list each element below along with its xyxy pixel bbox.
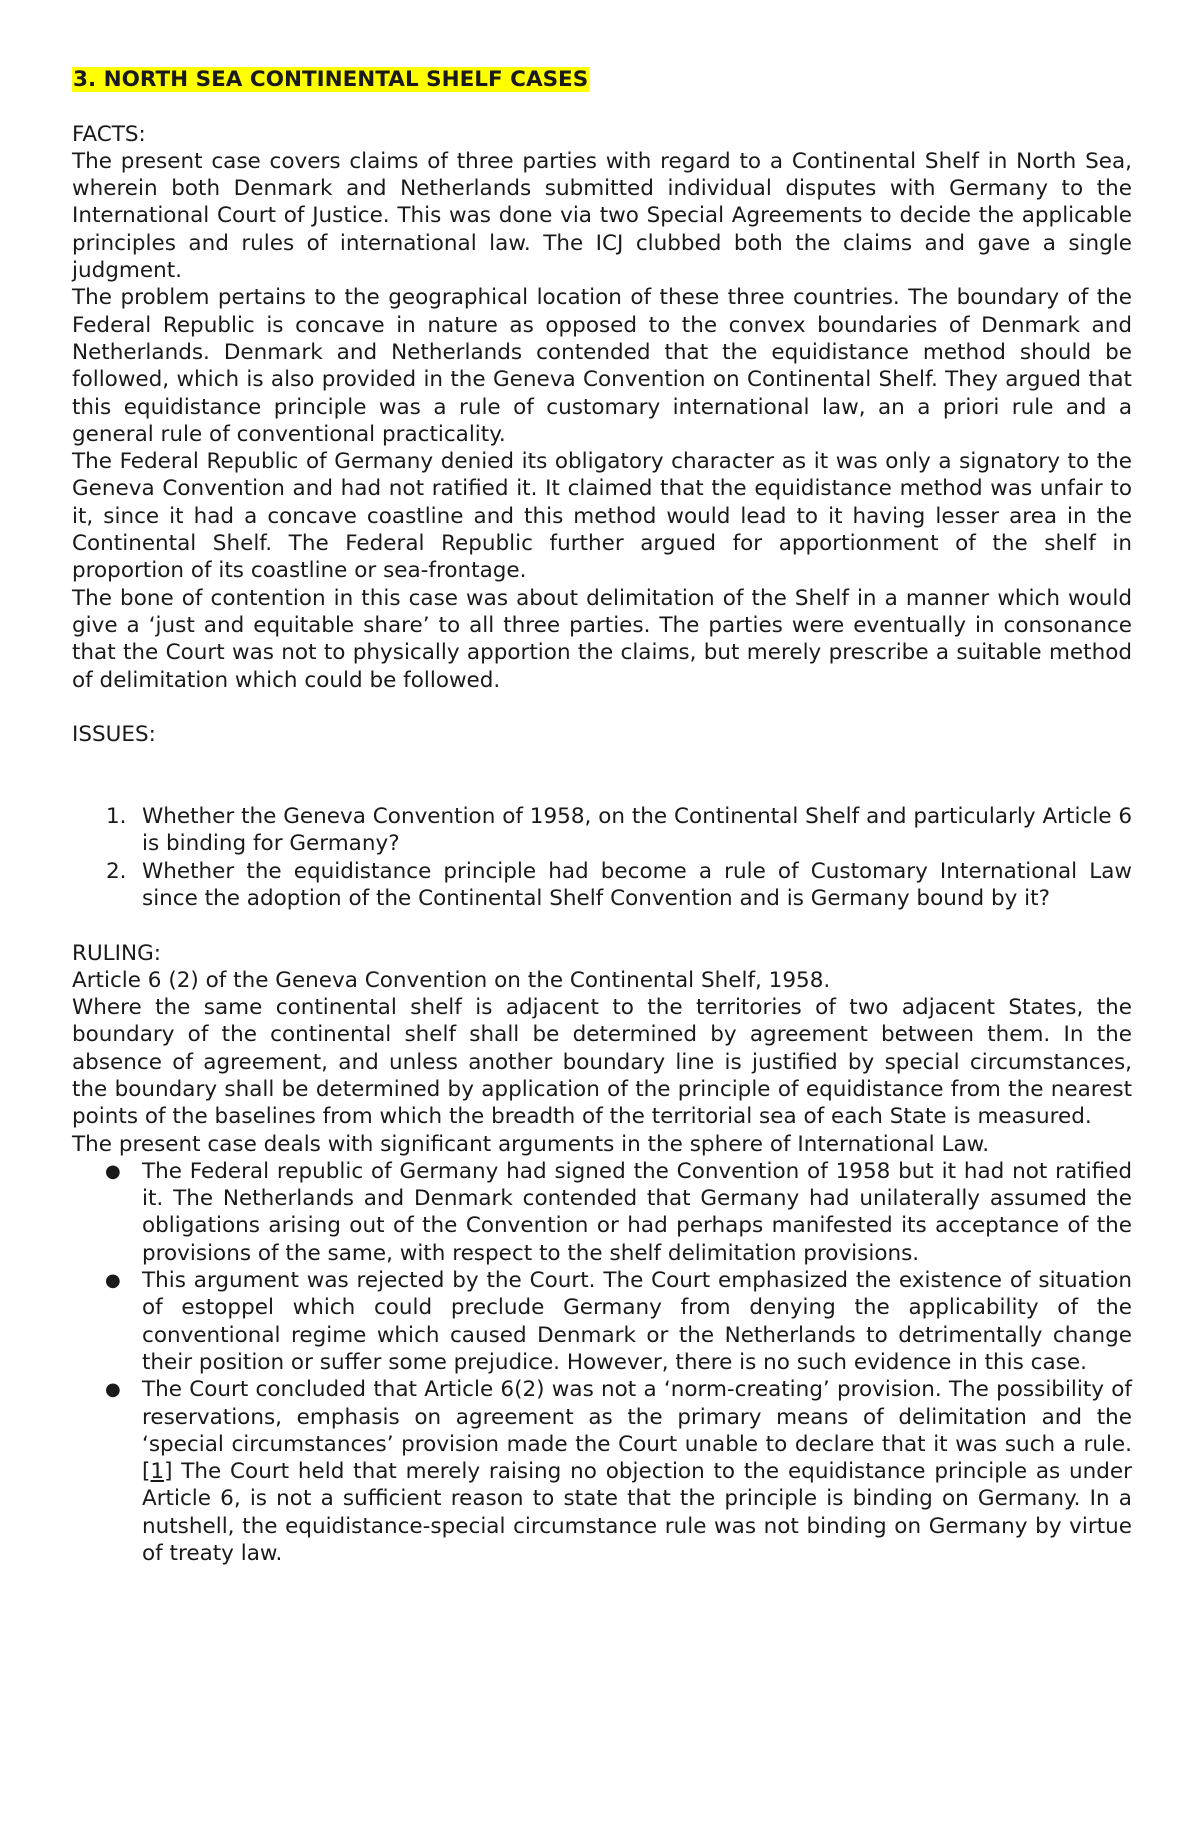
document-page [72,66,1132,1567]
spacer [72,93,1132,120]
facts-paragraph-3: The Federal Republic of Germany denied its obligatory character as it was only a signatory to the Geneva Convention and had not ratified it. It claimed that the equidistance method was unfair to it, since it had a concave coastline and this method would lead to it having lesser area in the Continental Shelf. The Federal Republic further argued for apportionment of the shelf in proportion of its coastline or sea-frontage. [72,449,1132,584]
ruling-point-text: The Federal republic of Germany had signed the Convention of 1958 but it had not ratified it. The Netherlands and Denmark contended that Germany had unilaterally assumed the obligations arising out of the Convention or had perhaps manifested its acceptance of the provisions of the same, with respect to the shelf delimitation provisions. [142,1158,1132,1266]
footnote-link[interactable]: [1] [142,1459,173,1485]
ruling-point-text: This argument was rejected by the Court. The Court emphasized the existence of situation of estoppel which could preclude Germany from denying the applicability of the conventional regime which caused Denmark or the Netherlands to detrimentally change their position or suffer some prejudice. However, there is no such evidence in this case. [142,1268,1132,1375]
issue-text: Whether the Geneva Convention of 1958, on the Continental Shelf and particularly Article 6 is binding for Germany? [142,804,1132,857]
spacer [72,912,1132,939]
facts-paragraph-1: The present case covers claims of three parties with regard to a Continental Shelf in North Sea, wherein both Denmark and Netherlands submitted individual disputes with Germany to the International Court of Justice. This was done via two Special Agreements to decide the applicable principles and rules of international law. The ICJ clubbed both the claims and gave a single judgment. [72,148,1132,284]
bullet-icon: ● [105,1160,121,1182]
bullet-icon: ● [105,1270,121,1292]
facts-label: FACTS: [72,121,146,147]
ruling-point [105,1267,1132,1376]
article-heading: Article 6 (2) of the Geneva Convention on the Continental Shelf, 1958. [72,967,831,993]
ruling-points-list [72,1158,1132,1567]
spacer [72,776,1132,803]
ruling-point [105,1158,1132,1267]
facts-paragraph-2: The problem pertains to the geographical location of these three countries. The boundary of the Federal Republic is concave in nature as opposed to the convex boundaries of Denmark and Netherlands. Denmark and Netherlands contended that the equidistance method should be followed, which is also provided in the Geneva Convention on Continental Shelf. They argued that this equidistance principle was a rule of customary international law, an a priori rule and a general rule of conventional practicality. [72,285,1132,447]
issue-item [106,803,1132,858]
ruling-label: RULING: [72,940,161,966]
issue-item [106,858,1132,913]
facts-paragraph-4: The bone of contention in this case was about delimitation of the Shelf in a manner which would give a ‘just and equitable share’ to all three parties. The parties were eventually in consonance that the Court was not to physically apportion the claims, but merely prescribe a suitable method of delimitation which could be followed. [72,585,1132,693]
issues-label: ISSUES: [72,722,156,748]
article-text: Where the same continental shelf is adjacent to the territories of two adjacent States, the boundary of the continental shelf shall be determined by agreement between them. In the absence of agreement, and unless another boundary line is justified by special circumstances, the boundary shall be determined by application of the principle of equidistance from the nearest points of the baselines from which the breadth of the territorial sea of each State is measured. [72,995,1132,1130]
issue-text: Whether the equidistance principle had become a rule of Customary International Law since the adoption of the Continental Shelf Convention and is Germany bound by it? [142,858,1132,911]
issue-number: 2. [106,858,127,884]
issue-number: 1. [106,804,127,830]
spacer [72,694,1132,721]
case-title [72,66,1132,93]
bullet-icon: ● [105,1379,121,1401]
case-title-highlight: 3. NORTH SEA CONTINENTAL SHELF CASES [73,67,589,92]
ruling-intro: The present case deals with significant arguments in the sphere of International Law. [72,1131,990,1157]
ruling-point-text-after: The Court held that merely raising no objection to the equidistance principle as under Article 6, is not a sufficient reason to state that the principle is binding on Germany. In a nutshell, the equidistance-special circumstance rule was not binding on Germany by virtue of treaty law. [142,1459,1132,1567]
ruling-point-text-before: The Court concluded that Article 6(2) was not a ‘norm-creating’ provision. The possibility of reservations, emphasis on agreement as the primary means of delimitation and the ‘special circumstances’ provision made the Court unable to declare that it was such a rule. [142,1377,1132,1457]
spacer [72,748,1132,775]
ruling-point [105,1376,1132,1567]
issues-list [72,803,1132,912]
